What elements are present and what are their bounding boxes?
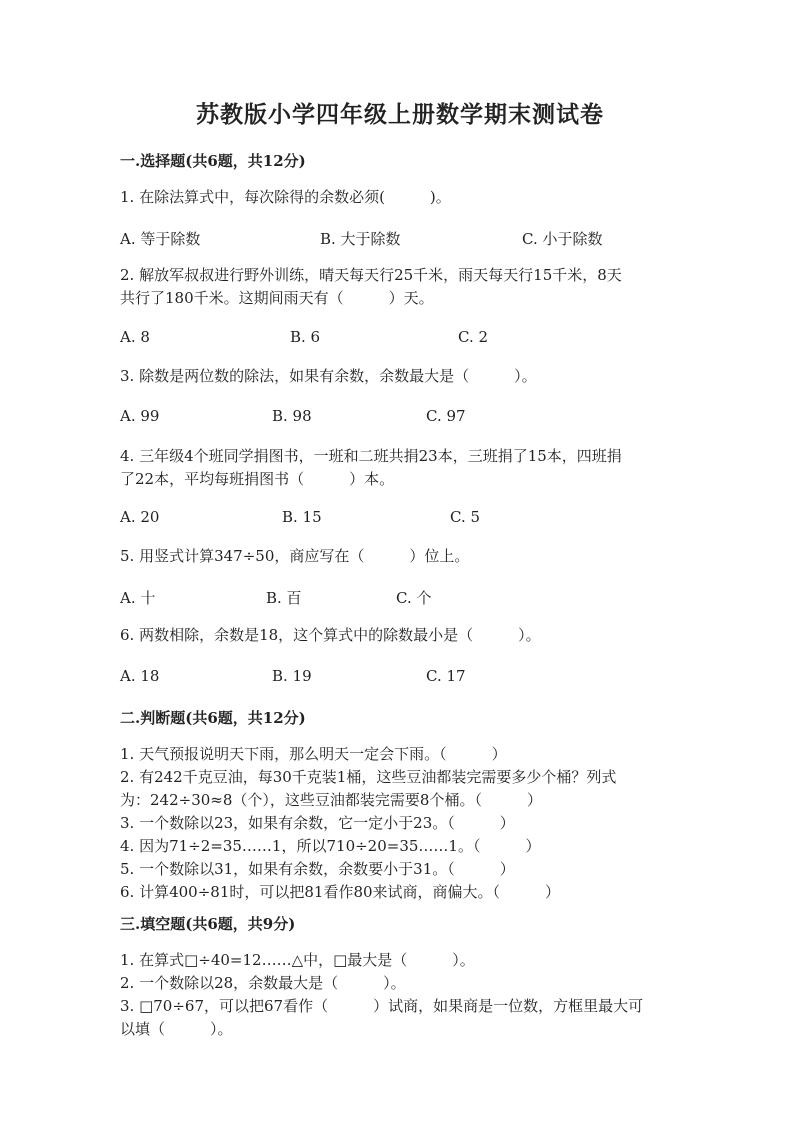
option-c: C. 17 <box>426 667 466 685</box>
option-b: B. 大于除数 <box>320 230 401 248</box>
option-c: C. 2 <box>458 328 489 346</box>
section-2-heading: 二.判断题(共6题，共12分) <box>120 709 306 727</box>
question-1-5-text: 5. 用竖式计算347÷50，商应写在（ ）位上。 <box>120 547 470 565</box>
question-1-3-options <box>120 407 720 427</box>
question-1-6-text: 6. 两数相除，余数是18，这个算式中的除数最小是（ ）。 <box>120 626 541 644</box>
question-1-4-text-line1: 4. 三年级4个班同学捐图书，一班和二班共捐23本，三班捐了15本，四班捐 <box>120 447 622 465</box>
option-a: A. 8 <box>120 328 150 346</box>
judge-item-4: 4. 因为71÷2=35……1，所以710÷20=35……1。（ ） <box>120 837 541 855</box>
option-b: B. 98 <box>272 407 312 425</box>
section-3-heading: 三.填空题(共6题，共9分) <box>120 915 296 933</box>
option-b: B. 百 <box>266 589 302 607</box>
option-a: A. 18 <box>120 667 160 685</box>
question-1-4-options <box>120 508 720 528</box>
option-b: B. 15 <box>282 508 322 526</box>
option-b: B. 6 <box>290 328 321 346</box>
fill-item-1: 1. 在算式□÷40=12……△中，□最大是（ ）。 <box>120 951 475 969</box>
option-a: A. 99 <box>120 407 160 425</box>
judge-item-1: 1. 天气预报说明天下雨，那么明天一定会下雨。（ ） <box>120 745 507 763</box>
question-1-1-text: 1. 在除法算式中，每次除得的余数必须( )。 <box>120 188 451 206</box>
option-b: B. 19 <box>272 667 312 685</box>
section-1-heading: 一.选择题(共6题，共12分) <box>120 152 306 170</box>
question-1-4-text-line2: 了22本，平均每班捐图书（ ）本。 <box>120 470 395 488</box>
fill-item-3-line1: 3. □70÷67，可以把67看作（ ）试商，如果商是一位数，方框里最大可 <box>120 997 644 1015</box>
option-c: C. 5 <box>450 508 481 526</box>
option-a: A. 20 <box>120 508 160 526</box>
judge-item-2-line1: 2. 有242千克豆油，每30千克装1桶，这些豆油都装完需要多少个桶？列式 <box>120 768 617 786</box>
option-c: C. 个 <box>396 589 432 607</box>
fill-item-2: 2. 一个数除以28，余数最大是（ ）。 <box>120 974 406 992</box>
question-1-6-options <box>120 667 720 687</box>
question-1-5-options <box>120 587 720 607</box>
judge-item-6: 6. 计算400÷81时，可以把81看作80来试商，商偏大。（ ） <box>120 883 561 901</box>
exam-title: 苏教版小学四年级上册数学期末测试卷 <box>196 101 604 128</box>
question-1-2-text-line1: 2. 解放军叔叔进行野外训练，晴天每天行25千米，雨天每天行15千米，8天 <box>120 266 622 284</box>
option-c: C. 小于除数 <box>522 230 603 248</box>
judge-item-5: 5. 一个数除以31，如果有余数，余数要小于31。（ ） <box>120 860 515 878</box>
option-a: A. 十 <box>120 589 156 607</box>
question-1-2-text-line2: 共行了180千米。这期间雨天有（ ）天。 <box>120 289 434 307</box>
question-1-2-options <box>120 328 720 348</box>
judge-item-2-line2: 为：242÷30≈8（个），这些豆油都装完需要8个桶。（ ） <box>120 791 542 809</box>
option-a: A. 等于除数 <box>120 230 201 248</box>
question-1-1-options <box>120 228 720 248</box>
question-1-3-text: 3. 除数是两位数的除法，如果有余数，余数最大是（ ）。 <box>120 367 537 385</box>
judge-item-3: 3. 一个数除以23，如果有余数，它一定小于23。（ ） <box>120 814 515 832</box>
option-c: C. 97 <box>426 407 466 425</box>
fill-item-3-line2: 以填（ ）。 <box>120 1020 233 1038</box>
